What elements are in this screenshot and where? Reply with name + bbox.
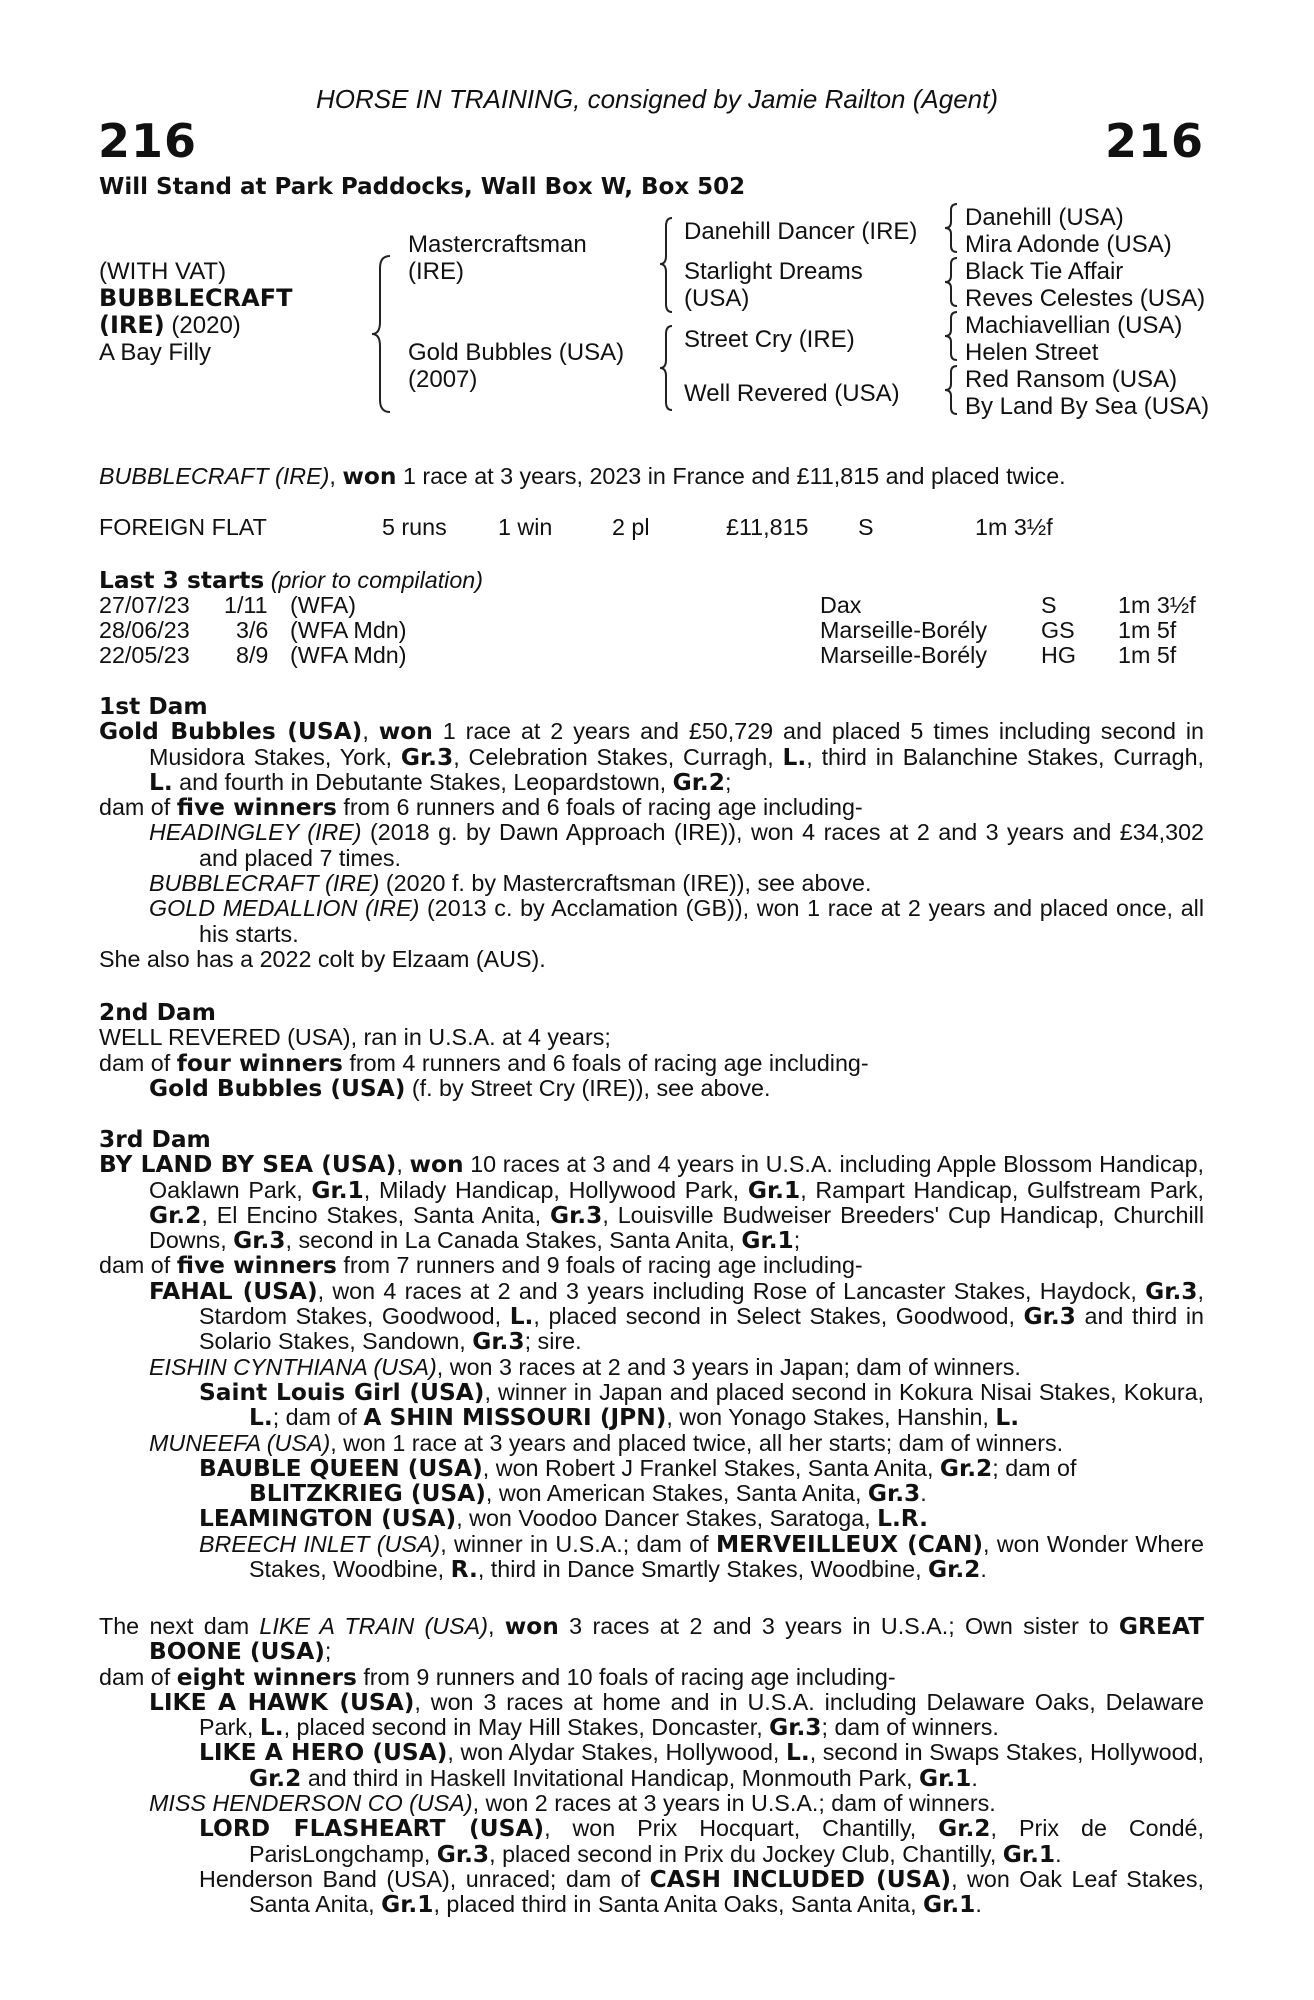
text: , Milady Handicap, Hollywood Park,	[363, 1176, 748, 1203]
produce-name: LORD FLASHEART (USA)	[199, 1815, 545, 1843]
text: and third in Haskell Invitational Handicap, Monmouth Park,	[301, 1764, 920, 1791]
text: , placed second in Prix du Jockey Club, Chantilly,	[489, 1840, 1003, 1867]
start-date: 22/05/23	[99, 642, 190, 668]
next-dam-section	[99, 1614, 1204, 1918]
grade: Gr.1	[1002, 1840, 1056, 1868]
horse-country: (IRE)	[99, 311, 165, 339]
sire-dam-sire: Black Tie Affair	[965, 258, 1124, 285]
grade: Gr.3	[769, 1714, 822, 1742]
pedigree-brace	[372, 256, 392, 412]
dam-dam: Well Revered (USA)	[684, 380, 900, 407]
first-dam-produce	[99, 795, 1204, 820]
sire-sire-sire: Danehill (USA)	[965, 204, 1124, 231]
text: dam of	[99, 1663, 177, 1690]
start-position: 3/6	[236, 617, 269, 643]
brace-g3-1	[945, 204, 959, 252]
won-word: won	[504, 1613, 559, 1640]
dam-dam-dam: By Land By Sea (USA)	[965, 393, 1210, 420]
text: , won Wonder Where Stakes, Woodbine,	[249, 1530, 1204, 1583]
grade: Gr.2	[928, 1556, 981, 1584]
next-dam-record	[99, 1614, 1204, 1665]
text: ; dam of	[992, 1454, 1077, 1481]
text: and third in Solario Stakes, Sandown,	[199, 1303, 1204, 1355]
sire-dam-country: (USA)	[684, 285, 750, 312]
produce-name: LEAMINGTON (USA)	[199, 1505, 457, 1533]
won-word: won	[409, 1151, 464, 1179]
produce-item	[99, 1355, 1204, 1380]
start-position: 1/11	[224, 592, 268, 618]
text: ;	[324, 1638, 332, 1665]
start-course: Dax	[820, 592, 862, 618]
grade: Gr.1	[381, 1891, 434, 1919]
winners-count: five winners	[176, 794, 337, 822]
produce-item	[99, 1481, 1204, 1506]
grade: L.	[259, 1714, 284, 1742]
summary-horse-name: BUBBLECRAFT (IRE)	[99, 463, 330, 489]
text: 1 race at 2 years and £50,729 and placed 5 times including second in Musidora Stakes, York,	[149, 718, 1205, 770]
first-dam-record: Gold Bubbles (USA), won 1 race at 2 years and £50,729 and placed 5 times including second in Musidora Stakes, York, Gr.3, Celebration Stakes, Curragh, L., third in Balanchine Stakes, Curragh, L. and fourth in Debutante Stakes, Leopardstown, Gr.2;	[99, 718, 1205, 796]
text: .	[975, 1891, 982, 1918]
produce-name: LIKE A HERO (USA)	[199, 1739, 448, 1767]
grade: Gr.2	[938, 1815, 991, 1843]
text: , El Encino Stakes, Santa Anita,	[201, 1201, 550, 1228]
second-dam-heading: 2nd Dam	[99, 999, 216, 1026]
record-going: S	[858, 514, 874, 540]
produce-item	[99, 1506, 1204, 1531]
third-dam-section	[99, 1127, 1204, 1582]
grade: Gr.3	[436, 1840, 490, 1868]
race-summary: BUBBLECRAFT (IRE), won 1 race at 3 years, 2023 in France and £11,815 and placed twice.	[99, 463, 1066, 490]
text: , third in Dance Smartly Stakes, Woodbine,	[477, 1556, 929, 1583]
record-type: FOREIGN FLAT	[99, 514, 267, 540]
sire-name: Mastercraftsman	[408, 231, 587, 258]
text: , won 1 race at 3 years and placed twice, all her starts; dam of winners.	[330, 1429, 1064, 1456]
third-dam-heading: 3rd Dam	[99, 1126, 211, 1153]
grade: Gr.3	[549, 1201, 603, 1229]
grade: Gr.2	[939, 1454, 993, 1482]
text: , Prix de Condé, ParisLongchamp,	[249, 1815, 1204, 1867]
summary-won: won	[342, 463, 397, 490]
last-starts-title: Last 3 starts	[99, 567, 265, 594]
produce-item	[99, 1431, 1204, 1456]
last-starts-heading	[99, 567, 483, 594]
sire-dam: Starlight Dreams	[684, 258, 863, 285]
dam-dam-sire: Red Ransom (USA)	[965, 366, 1178, 393]
grade: L.	[509, 1303, 534, 1331]
text: , won Robert J Frankel Stakes, Santa Anita,	[482, 1454, 940, 1481]
text: , Rampart Handicap, Gulfstream Park,	[800, 1176, 1204, 1203]
produce-name: Gold Bubbles (USA)	[149, 1074, 406, 1102]
text: , Celebration Stakes, Curragh,	[453, 743, 783, 770]
grade: Gr.1	[923, 1891, 976, 1919]
winners-count: eight winners	[176, 1663, 357, 1691]
text: , placed third in Santa Anita Oaks, Santa Anita,	[433, 1891, 924, 1918]
text: ,	[487, 1613, 505, 1639]
vat-note: (WITH VAT)	[99, 258, 227, 285]
text: dam of	[99, 1252, 177, 1279]
grade: L.	[149, 768, 173, 796]
produce-item	[99, 820, 1204, 871]
grade: Gr.1	[919, 1764, 972, 1792]
third-dam-record: BY LAND BY SEA (USA), won 10 races at 3 and 4 years in U.S.A. including Apple Blossom Handicap, Oaklawn Park, Gr.1, Milady Handicap, Hollywood Park, Gr.1, Rampart Handicap, Gulfstream Park, Gr.2, El Encino Stakes, Santa Anita, Gr.3, Louisville Budweiser Breeders' Cup Handicap, Churchill Downs, Gr.3, second in La Canada Stakes, Santa Anita, Gr.1;	[99, 1151, 1204, 1255]
start-position: 8/9	[236, 642, 269, 668]
horse-description: A Bay Filly	[99, 339, 212, 366]
text: .	[1055, 1840, 1062, 1867]
produce-item	[99, 1816, 1204, 1867]
text: dam of	[99, 1049, 177, 1076]
produce-name: EISHIN CYNTHIANA (USA)	[149, 1353, 437, 1380]
next-dam-name: LIKE A TRAIN (USA)	[259, 1613, 488, 1639]
produce-name: LIKE A HAWK (USA)	[149, 1688, 415, 1716]
start-distance: 1m 3½f	[1118, 592, 1196, 618]
grade: Gr.3	[472, 1328, 525, 1356]
text: from 9 runners and 10 foals of racing age including-	[356, 1663, 896, 1690]
text: from 7 runners and 9 foals of racing age including-	[336, 1252, 863, 1279]
first-dam-also: She also has a 2022 colt by Elzaam (AUS).	[99, 945, 546, 972]
second-dam-produce	[99, 1051, 1204, 1076]
text: (2020 f. by Mastercraftsman (IRE)), see above.	[379, 870, 872, 897]
text: , won 4 races at 2 and 3 years including Rose of Lancaster Stakes, Haydock,	[317, 1277, 1146, 1304]
produce-item	[99, 1456, 1204, 1481]
sire-sire-dam: Mira Adonde (USA)	[965, 231, 1172, 258]
text: and fourth in Debutante Stakes, Leopardstown,	[172, 768, 673, 795]
produce-name: Saint Louis Girl (USA)	[199, 1378, 485, 1406]
brace-g3-2	[945, 258, 959, 306]
brace-g3-3	[945, 312, 959, 360]
start-date: 27/07/23	[99, 592, 190, 618]
produce-item	[99, 1740, 1204, 1791]
horse-suffix	[99, 312, 241, 339]
text: .	[980, 1556, 987, 1583]
text: , Stardom Stakes, Goodwood,	[199, 1277, 1204, 1330]
text: , second in Swaps Stakes, Hollywood,	[809, 1739, 1204, 1766]
text: , placed second in May Hill Stakes, Doncaster,	[283, 1714, 770, 1741]
text: (2018 g. by Dawn Approach (IRE)), won 4 races at 2 and 3 years and £34,302 and placed 7 times.	[199, 819, 1204, 871]
grade: L.	[249, 1404, 273, 1432]
record-distance: 1m 3½f	[975, 514, 1053, 540]
start-going: GS	[1041, 617, 1075, 643]
produce-name: BREECH INLET (USA)	[199, 1530, 441, 1557]
first-dam-name: Gold Bubbles (USA)	[99, 718, 363, 746]
winners-count: four winners	[176, 1049, 343, 1077]
grade: Gr.2	[249, 1764, 302, 1792]
dam-brace	[660, 326, 674, 410]
text: dam of	[99, 794, 177, 821]
produce-name: MERVEILLEUX (CAN)	[715, 1530, 984, 1558]
text: ; sire.	[524, 1328, 582, 1355]
text: , won Prix Hocquart, Chantilly,	[544, 1815, 939, 1842]
dam-name: Gold Bubbles (USA)	[408, 339, 625, 366]
text: , won 3 races at home and in U.S.A. including Delaware Oaks, Delaware Park,	[199, 1688, 1204, 1741]
next-dam-produce	[99, 1665, 1204, 1690]
text: , won Voodoo Dancer Stakes, Saratoga,	[456, 1505, 878, 1532]
dam-sire: Street Cry (IRE)	[684, 326, 855, 353]
produce-item	[99, 1791, 1204, 1816]
produce-name: GREAT BOONE (USA)	[149, 1613, 1204, 1666]
first-dam-heading: 1st Dam	[99, 693, 208, 720]
brace-g3-4	[945, 366, 959, 414]
produce-name: BLITZKRIEG (USA)	[249, 1480, 486, 1508]
produce-name: MISS HENDERSON CO (USA)	[149, 1790, 473, 1817]
summary-rest: 1 race at 3 years, 2023 in France and £11,815 and placed twice.	[396, 463, 1066, 489]
produce-name: FAHAL (USA)	[149, 1277, 318, 1305]
third-dam-produce	[99, 1253, 1204, 1278]
start-date: 28/06/23	[99, 617, 190, 643]
text: 3 races at 2 and 3 years in U.S.A.; Own sister to	[558, 1613, 1119, 1639]
text: from 4 runners and 6 foals of racing age including-	[342, 1049, 869, 1076]
grade: L.R.	[877, 1505, 929, 1533]
record-placed: 2 pl	[612, 514, 650, 540]
text: , won Oak Leaf Stakes, Santa Anita,	[249, 1865, 1204, 1918]
text: , winner in U.S.A.; dam of	[440, 1530, 716, 1557]
text: (f. by Street Cry (IRE)), see above.	[405, 1074, 771, 1101]
grade: Gr.2	[672, 768, 725, 796]
produce-item	[99, 1532, 1204, 1583]
text: , Louisville Budweiser Breeders' Cup Handicap, Churchill Downs,	[149, 1201, 1204, 1254]
grade: Gr.3	[233, 1227, 286, 1255]
produce-item	[99, 871, 1204, 896]
text: .	[971, 1764, 978, 1791]
produce-name: BAUBLE QUEEN (USA)	[199, 1454, 483, 1482]
produce-item	[99, 1076, 1204, 1101]
text: Henderson Band (USA), unraced; dam of	[199, 1865, 650, 1892]
second-dam-section	[99, 1000, 1204, 1101]
start-going: S	[1041, 592, 1057, 618]
lot-number-right: 216	[1104, 114, 1204, 168]
grade: Gr.1	[741, 1227, 794, 1255]
text: 10 races at 3 and 4 years in U.S.A. including Apple Blossom Handicap, Oaklawn Park,	[149, 1151, 1204, 1203]
horse-name: BUBBLECRAFT	[99, 284, 293, 312]
text: ;	[793, 1227, 801, 1254]
dam-sire-sire: Machiavellian (USA)	[965, 312, 1183, 339]
text: ; dam of	[272, 1404, 364, 1431]
text: .	[920, 1480, 927, 1507]
text: , won American Stakes, Santa Anita,	[485, 1480, 868, 1507]
produce-name: BUBBLECRAFT (IRE)	[149, 870, 380, 897]
produce-name: A SHIN MISSOURI (JPN)	[363, 1404, 667, 1432]
sire-dam-dam: Reves Celestes (USA)	[965, 285, 1206, 312]
text: , second in La Canada Stakes, Santa Anita,	[285, 1227, 742, 1254]
last-starts-note: (prior to compilation)	[264, 567, 484, 593]
grade: Gr.3	[400, 743, 454, 771]
lot-number-left: 216	[98, 114, 198, 168]
start-race: (WFA Mdn)	[290, 617, 407, 643]
grade: Gr.3	[1023, 1303, 1076, 1331]
stand-location: Will Stand at Park Paddocks, Wall Box W, Box 502	[99, 174, 746, 200]
text: The next dam	[99, 1613, 260, 1639]
text: ;	[724, 768, 732, 795]
text: , won 2 races at 3 years in U.S.A.; dam of winners.	[472, 1790, 996, 1817]
start-course: Marseille-Borély	[820, 617, 988, 643]
grade: L.	[782, 743, 807, 771]
start-going: HG	[1041, 642, 1076, 668]
grade: Gr.3	[1145, 1277, 1198, 1305]
text: , won Yonago Stakes, Hanshin,	[666, 1404, 996, 1431]
grade: L.	[995, 1404, 1020, 1432]
winners-count: five winners	[176, 1252, 337, 1280]
text: , placed second in Select Stakes, Goodwood,	[533, 1303, 1024, 1330]
produce-item	[99, 1380, 1204, 1431]
start-race: (WFA Mdn)	[290, 642, 407, 668]
start-distance: 1m 5f	[1118, 617, 1177, 643]
produce-item	[99, 896, 1204, 947]
grade: Gr.1	[311, 1176, 364, 1204]
text: ; dam of winners.	[821, 1714, 999, 1741]
second-dam-record: WELL REVERED (USA), ran in U.S.A. at 4 years;	[99, 1024, 611, 1051]
produce-name: MUNEEFA (USA)	[149, 1429, 331, 1456]
start-distance: 1m 5f	[1118, 642, 1177, 668]
start-course: Marseille-Borély	[820, 642, 988, 668]
produce-name: GOLD MEDALLION (IRE)	[149, 895, 420, 922]
grade: L.	[786, 1739, 810, 1767]
text: , won Alydar Stakes, Hollywood,	[447, 1739, 786, 1766]
produce-item	[99, 1279, 1204, 1355]
text: , third in Balanchine Stakes, Curragh,	[806, 743, 1204, 770]
grade: Gr.3	[867, 1480, 921, 1508]
text: , won 3 races at 2 and 3 years in Japan; dam of winners.	[436, 1353, 1021, 1380]
record-wins: 1 win	[498, 514, 553, 540]
sire-brace	[660, 218, 674, 312]
grade: Gr.1	[747, 1176, 801, 1204]
record-runs: 5 runs	[382, 514, 447, 540]
sire-country: (IRE)	[408, 258, 464, 285]
won-word: won	[378, 718, 433, 746]
produce-item	[99, 1690, 1204, 1741]
first-dam-section	[99, 694, 1204, 972]
record-earnings: £11,815	[726, 514, 809, 540]
grade: R.	[450, 1556, 478, 1584]
grade: Gr.2	[149, 1201, 202, 1229]
dam-sire-dam: Helen Street	[965, 339, 1099, 366]
produce-name: HEADINGLEY (IRE)	[149, 819, 362, 846]
horse-year: (2020)	[164, 312, 241, 339]
text: from 6 runners and 6 foals of racing age including-	[336, 794, 863, 821]
text: , winner in Japan and placed second in Kokura Nisai Stakes, Kokura,	[484, 1378, 1205, 1405]
produce-name: CASH INCLUDED (USA)	[649, 1865, 952, 1893]
text: (2013 c. by Acclamation (GB)), won 1 race at 2 years and placed once, all his starts.	[199, 895, 1204, 947]
consignment-header: HORSE IN TRAINING, consigned by Jamie Railton (Agent)	[315, 84, 999, 114]
third-dam-name: BY LAND BY SEA (USA)	[99, 1151, 397, 1179]
dam-year: (2007)	[408, 366, 478, 393]
start-race: (WFA)	[290, 592, 356, 618]
produce-item	[99, 1867, 1204, 1918]
sire-sire: Danehill Dancer (IRE)	[684, 218, 918, 245]
